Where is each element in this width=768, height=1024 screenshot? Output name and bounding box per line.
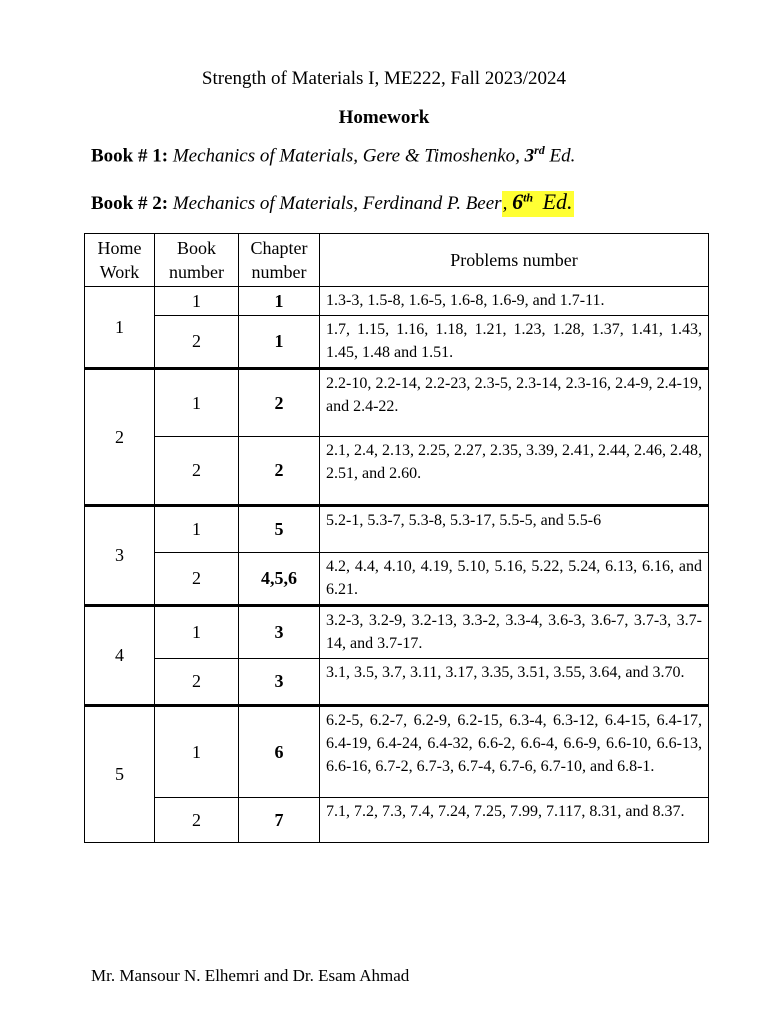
table-row [85,506,709,553]
problems-list: 6.2-5, 6.2-7, 6.2-9, 6.2-15, 6.3-4, 6.3-12, 6.4-15, 6.4-17, 6.4-19, 6.4-24, 6.4-32, 6.6-2, 6.6-4, 6.6-9, 6.6-10, 6.6-13, 6.6-16, 6.7-2, 6.7-3, 6.7-4, 6.7-6, 6.7-10, and 6.8-1. [320,706,709,798]
book-2-edition-num: 6 [512,189,524,214]
homework-number: 3 [85,506,155,606]
table-row [85,798,709,843]
header-book-number: Book number [155,234,239,287]
book-number: 2 [155,553,239,606]
chapter-number: 5 [239,506,320,553]
chapter-number: 1 [239,287,320,316]
table-row [85,706,709,798]
page-subtitle: Homework [338,107,430,128]
table-row [85,316,709,369]
book-2-edition-sup: th [523,190,534,205]
problems-list: 3.1, 3.5, 3.7, 3.11, 3.17, 3.35, 3.51, 3.55, 3.64, and 3.70. [320,659,709,706]
book-2-comma: , [502,193,508,214]
book-number: 1 [155,287,239,316]
problems-list: 1.7, 1.15, 1.16, 1.18, 1.21, 1.23, 1.28, 1.37, 1.41, 1.43, 1.45, 1.48 and 1.51. [320,316,709,369]
book-1-line [91,143,575,167]
chapter-number: 3 [239,606,320,659]
homework-number: 1 [85,287,155,369]
problems-list: 4.2, 4.4, 4.10, 4.19, 5.10, 5.16, 5.22, 5.24, 6.13, 6.16, and 6.21. [320,553,709,606]
table-row [85,369,709,437]
book-number: 1 [155,506,239,553]
book-2-edition-highlight [502,191,574,217]
problems-list: 1.3-3, 1.5-8, 1.6-5, 1.6-8, 1.6-9, and 1.7-11. [320,287,709,316]
problems-list: 2.2-10, 2.2-14, 2.2-23, 2.3-5, 2.3-14, 2.3-16, 2.4-9, 2.4-19, and 2.4-22. [320,369,709,437]
book-2-title: Mechanics of Materials, Ferdinand P. Beer [172,193,502,214]
header-home-work: Home Work [85,234,155,287]
book-1-edition-num: 3 [524,145,535,167]
table-row [85,437,709,506]
book-number: 2 [155,316,239,369]
book-1-edition-sup: rd [534,143,545,157]
homework-number: 5 [85,706,155,843]
homework-number: 4 [85,606,155,706]
book-2-edition-word: Ed. [542,189,573,214]
homework-table [84,233,709,843]
page-footer: Mr. Mansour N. Elhemri and Dr. Esam Ahmad [91,966,410,985]
book-number: 2 [155,659,239,706]
book-1-label: Book # 1: [91,145,169,167]
book-number: 1 [155,706,239,798]
table-row [85,553,709,606]
chapter-number: 2 [239,369,320,437]
table-row [85,287,709,316]
table-header-row [85,234,709,287]
book-number: 1 [155,606,239,659]
book-2-label: Book # 2: [91,193,169,214]
book-number: 1 [155,369,239,437]
problems-list: 3.2-3, 3.2-9, 3.2-13, 3.3-2, 3.3-4, 3.6-3, 3.6-7, 3.7-3, 3.7-14, and 3.7-17. [320,606,709,659]
header-chapter-number: Chapter number [239,234,320,287]
header-problems-number: Problems number [320,234,709,287]
chapter-number: 3 [239,659,320,706]
table-row [85,659,709,706]
chapter-number: 1 [239,316,320,369]
homework-number: 2 [85,369,155,506]
problems-list: 5.2-1, 5.3-7, 5.3-8, 5.3-17, 5.5-5, and 5.5-6 [320,506,709,553]
book-number: 2 [155,437,239,506]
problems-list: 2.1, 2.4, 2.13, 2.25, 2.27, 2.35, 3.39, 2.41, 2.44, 2.46, 2.48, 2.51, and 2.60. [320,437,709,506]
table-row [85,606,709,659]
chapter-number: 4,5,6 [239,553,320,606]
chapter-number: 6 [239,706,320,798]
chapter-number: 7 [239,798,320,843]
chapter-number: 2 [239,437,320,506]
book-1-title: Mechanics of Materials, Gere & Timoshenko, [172,145,525,167]
page-title: Strength of Materials I, ME222, Fall 2023/2024 [201,68,567,89]
book-2-line [91,189,574,215]
book-1-edition-word: Ed. [549,145,576,167]
book-number: 2 [155,798,239,843]
problems-list: 7.1, 7.2, 7.3, 7.4, 7.24, 7.25, 7.99, 7.117, 8.31, and 8.37. [320,798,709,843]
